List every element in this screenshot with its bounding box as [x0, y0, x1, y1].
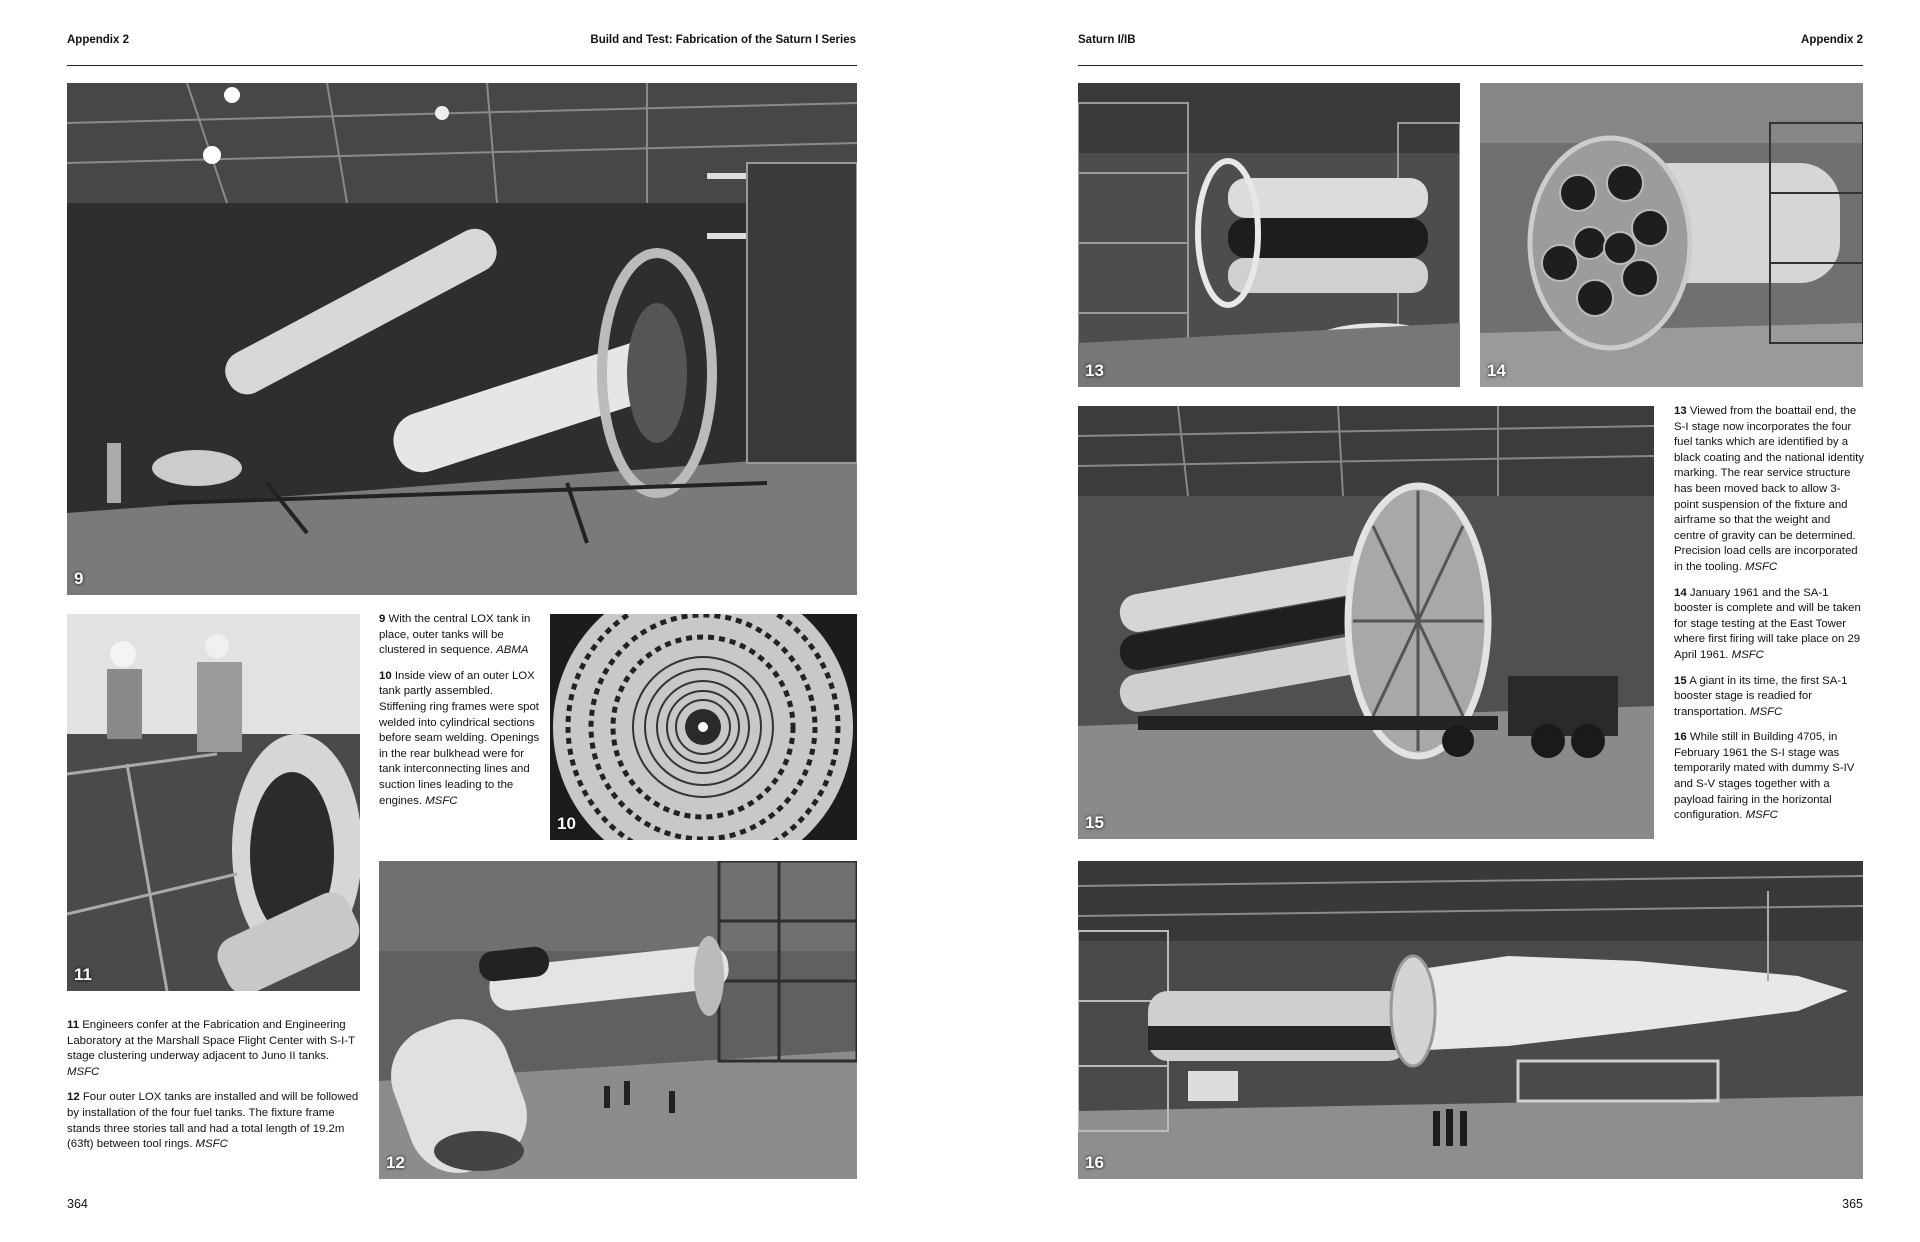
photo-14-sa1-booster-complete [1480, 83, 1863, 387]
photo-number: 14 [1487, 361, 1506, 380]
photo-13-boattail-end-view [1078, 83, 1460, 387]
captions-9-10 [379, 612, 541, 819]
photo-number: 9 [74, 569, 84, 588]
photo-number: 12 [386, 1153, 405, 1172]
caption-16: 16 While still in Building 4705, in February 1961 the S-I stage was temporarily mated with dummy S-IV and S-V stages together with a payload fairing in the horizontal configuration. MSFC [1674, 731, 1855, 822]
photo-9-central-lox-tank [67, 83, 857, 595]
photo-11-engineers-confer [67, 614, 360, 991]
photo-number: 10 [557, 814, 576, 833]
photo-number: 15 [1085, 813, 1104, 832]
photo-10-lox-tank-interior [550, 614, 857, 840]
photo-16-mated-dummy-stages [1078, 861, 1863, 1179]
running-header-right-section: Appendix 2 [1801, 34, 1863, 46]
photo-12-outer-lox-tanks-installed [379, 861, 857, 1179]
page-number-right: 365 [1842, 1197, 1863, 1211]
header-rule-left [67, 65, 857, 66]
caption-10: 10 Inside view of an outer LOX tank partly assembled. Stiffening ring frames were spot welded into cylindrical sections before seam welding. Openings in the rear bulkhead were for tank interconnecting lines and suction lines leading to the engines. MSFC [379, 669, 540, 807]
page-number-left: 364 [67, 1197, 88, 1211]
captions-11-12 [67, 1018, 360, 1163]
caption-11: 11 Engineers confer at the Fabrication and Engineering Laboratory at the Marshall Space Flight Center with S-I-T stage clustering underway adjacent to Juno II tanks. MSFC [67, 1019, 355, 1078]
header-rule-right [1078, 65, 1863, 66]
caption-9: 9 With the central LOX tank in place, outer tanks will be clustered in sequence. ABMA [379, 613, 531, 657]
photo-number: 16 [1085, 1153, 1104, 1172]
caption-15: 15 A giant in its time, the first SA-1 booster stage is readied for transportation. MSFC [1674, 674, 1848, 718]
running-header-left-title: Build and Test: Fabrication of the Saturn I Series [590, 34, 856, 46]
photo-15-sa1-booster-transportation [1078, 406, 1654, 839]
running-header-left-section: Appendix 2 [67, 34, 129, 46]
running-header-right-title: Saturn I/IB [1078, 34, 1136, 46]
photo-number: 11 [74, 965, 92, 984]
caption-13: 13 Viewed from the boattail end, the S-I stage now incorporates the four fuel tanks which are identified by a black coating and the national identity marking. The rear service structure has been moved back to allow 3-point suspension of the fixture and airframe so that the weight and centre of gravity can be determined. Precision load cells are incorporated in the tooling. MSFC [1674, 405, 1864, 573]
captions-13-16 [1674, 404, 1864, 834]
caption-14: 14 January 1961 and the SA-1 booster is complete and will be taken for stage testing at the East Tower where first firing will take place on 29 April 1961. MSFC [1674, 586, 1861, 661]
photo-number: 13 [1085, 361, 1104, 380]
caption-12: 12 Four outer LOX tanks are installed and will be followed by installation of the four fuel tanks. The fixture frame stands three stories tall and had a total length of 19.2m (63ft) between tool rings. MSFC [67, 1091, 359, 1151]
